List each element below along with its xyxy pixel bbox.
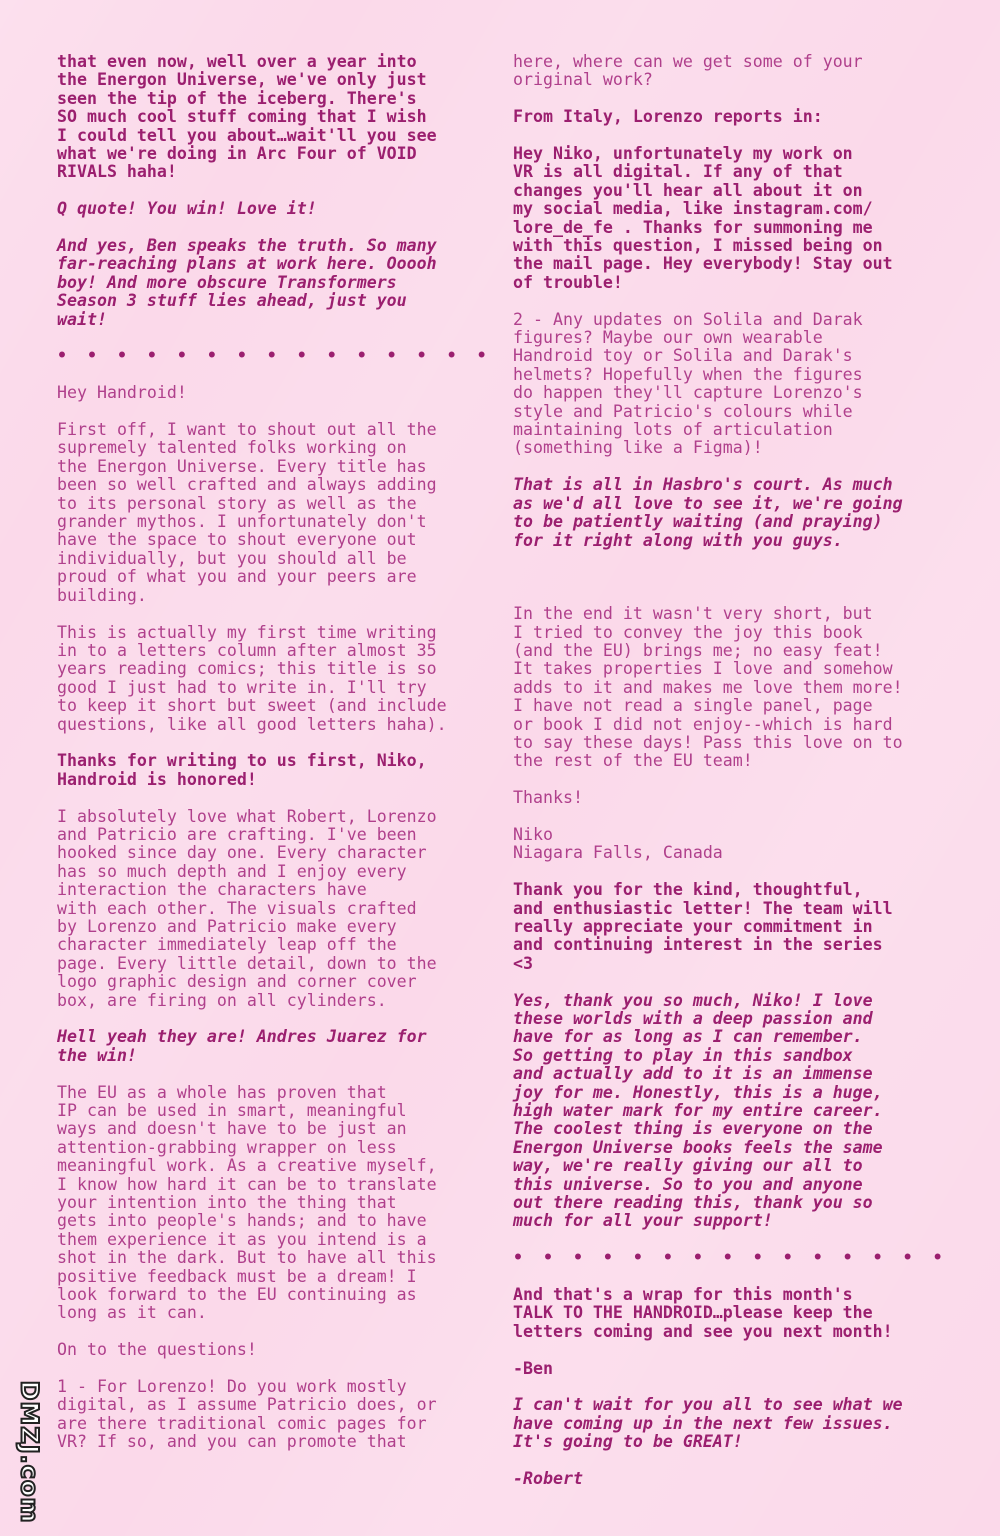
letter-paragraph: The EU as a whole has proven that IP can be used in smart, meaningful ways and doesn't have to be just an attention-grabbing wrapper on less meaningful work. As a creative myself, I know how hard it can be to translate your intention into the thing that gets into people's hands; and to have them experience it as you intend is a shot in the dark. But to have all this positive feedback must be a dream! I look forward to the EU continuing as long as it can. — [57, 1082, 437, 1323]
letter-question: here, where can we get some of your original work? — [513, 52, 863, 90]
artist-reply: Hey Niko, unfortunately my work on VR is all digital. If any of that changes you'll hear all about it on my social media, like instagram.com/ lore_de_fe . Thanks for summoning me with this question, I missed being on the mail page. Hey everybody! Stay out of trouble! — [513, 144, 893, 292]
writer-reply: Yes, thank you so much, Niko! I love these worlds with a deep passion and have for as long as I can remember. So getting to play in this sandbox and actually add to it is an immense joy for me. Honestly, this is a huge, high water mark for my entire career. The coolest thing is everyone on the Energon Universe books feels the same way, we're really giving our all to this universe. So to you and anyone out there reading this, thank you so much for all your support! — [513, 990, 883, 1231]
letter-paragraph: First off, I want to shout out all the supremely talented folks working on the Energon Universe. Every title has been so well crafted and always adding to its personal story as well as the grander mythos. I unfortunately don't have the space to shout everyone out individually, but you should all be proud of what you and your peers are building. — [57, 420, 437, 605]
watermark-text: DMZJ.com — [15, 1380, 44, 1524]
writer-reply: And yes, Ben speaks the truth. So many far-reaching plans at work here. Ooooh boy! And more obscure Transformers Season 3 stuff lies ahead, just you wait! — [57, 236, 437, 329]
left-column — [57, 53, 495, 1470]
letter-question: 2 - Any updates on Solila and Darak figures? Maybe our own wearable Handroid toy or Solila and Darak's helmets? Hopefully when the figures do happen they'll capture Lorenzo's style and Patricio's colours while maintaining lots of articulation (something like a Figma)! — [513, 309, 863, 458]
editor-reply: Thank you for the kind, thoughtful, and enthusiastic letter! The team will really appreciate your commitment in and continuing interest in the series <3 — [513, 880, 893, 973]
writer-reply: Q quote! You win! Love it! — [57, 199, 317, 219]
editor-signature: -Ben — [513, 1358, 553, 1378]
letter-paragraph: I absolutely love what Robert, Lorenzo and Patricio are crafting. I've been hooked since day one. Every character has so much depth and I enjoy every interaction the characters have with each other. The visuals crafted by Lorenzo and Patricio make every character immediately leap off the page. Every little detail, down to the logo graphic design and corner cover box, are firing on all cylinders. — [57, 806, 437, 1010]
letter-paragraph: On to the questions! — [57, 1340, 257, 1360]
writer-signature: -Robert — [513, 1469, 583, 1489]
right-column — [513, 53, 953, 1507]
letter-paragraph: This is actually my first time writing in to a letters column after almost 35 years reading comics; this title is so good I just had to write in. I'll try to keep it short but sweet (and include questions, like all good letters haha). — [57, 622, 447, 734]
letter-question: 1 - For Lorenzo! Do you work mostly digital, as I assume Patricio does, or are there traditional comic pages for VR? If so, and you can promote that — [57, 1377, 437, 1452]
section-divider: • • • • • • • • • • • • • • • — [57, 346, 487, 366]
writer-closing: I can't wait for you all to see what we have coming up in the next few issues. It's going to be GREAT! — [513, 1395, 903, 1452]
writer-reply: Hell yeah they are! Andres Juarez for the win! — [57, 1027, 427, 1065]
letter-greeting: Hey Handroid! — [57, 383, 187, 403]
writer-reply: That is all in Hasbro's court. As much as we'd all love to see it, we're going to be patiently waiting (and praying) for it right along with you guys. — [513, 475, 903, 550]
editor-closing: And that's a wrap for this month's TALK TO THE HANDROID…please keep the letters coming and see you next month! — [513, 1285, 893, 1341]
spacer — [513, 568, 953, 605]
watermark-logo — [12, 1382, 46, 1522]
section-divider: • • • • • • • • • • • • • • • — [513, 1248, 943, 1268]
editor-reply: Thanks for writing to us first, Niko, Handroid is honored! — [57, 751, 427, 789]
editor-reply: that even now, well over a year into the Energon Universe, we've only just seen the tip of the iceberg. There's SO much cool stuff coming that I wish I could tell you about…wait'll you see what we're doing in Arc Four of VOID RIVALS haha! — [57, 52, 437, 182]
letter-signature: Niko Niagara Falls, Canada — [513, 824, 723, 863]
letter-paragraph: In the end it wasn't very short, but I tried to convey the joy this book (and the EU) brings me; no easy feat! It takes properties I love and somehow adds to it and makes me love them more! I have not read a single panel, page or book I did not enjoy--which is hard to say these days! Pass this love on to the rest of the EU team! — [513, 604, 903, 771]
letter-signoff: Thanks! — [513, 788, 583, 808]
editor-reply: From Italy, Lorenzo reports in: — [513, 107, 823, 127]
